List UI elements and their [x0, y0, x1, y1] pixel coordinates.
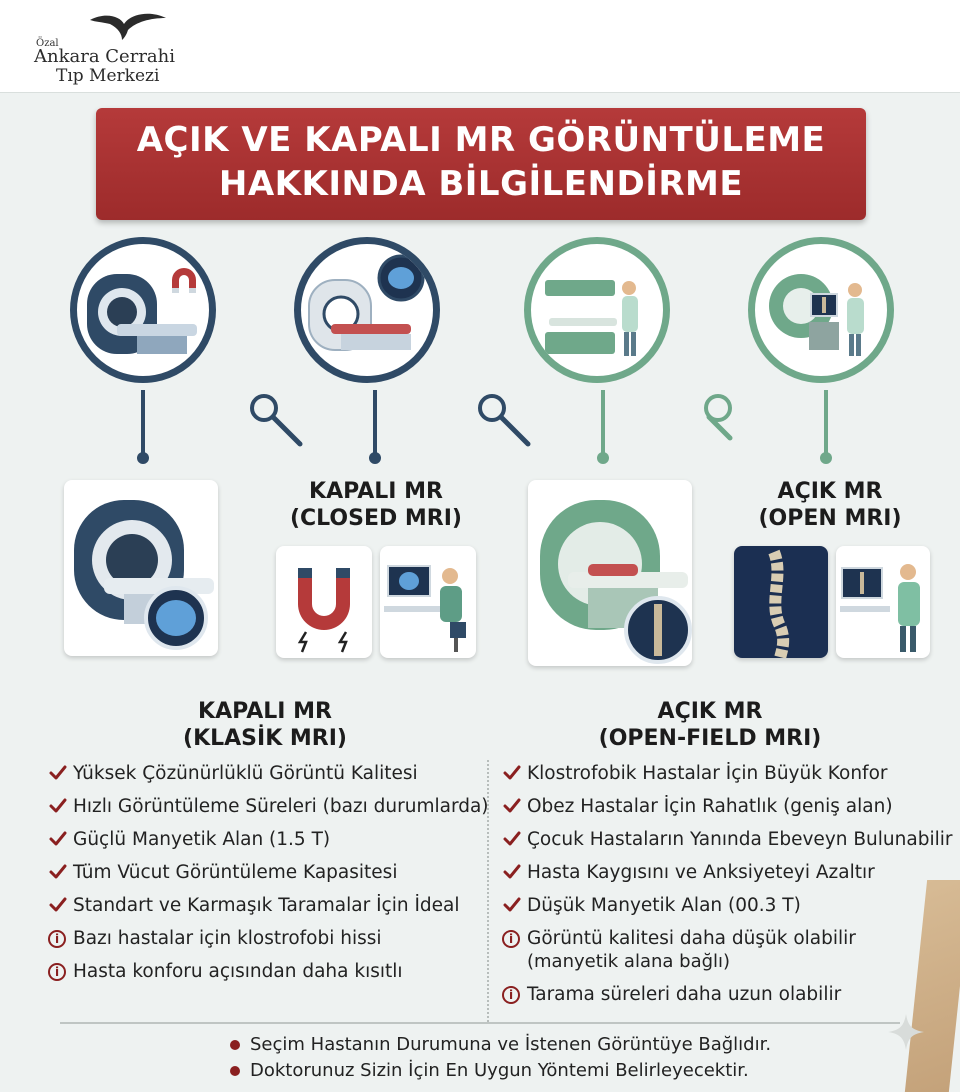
- closed-section-heading-line-1: KAPALI MR: [198, 699, 332, 724]
- feature-text: Tüm Vücut Görüntüleme Kapasitesi: [73, 862, 398, 883]
- feature-item: [502, 894, 952, 917]
- bird-logo-icon: [80, 10, 170, 40]
- feature-text: Güçlü Manyetik Alan (1.5 T): [73, 829, 331, 850]
- footer-note: [228, 1058, 771, 1084]
- doctor-workstation-icon: [380, 546, 476, 658]
- closed-mri-scanner-card: [64, 480, 218, 656]
- feature-text: Hasta konforu açısından daha kısıtlı: [73, 961, 403, 982]
- footer-note-text: Doktorunuz Sizin İçin En Uygun Yöntemi Belirleyecektir.: [250, 1060, 749, 1081]
- feature-text: Çocuk Hastaların Yanında Ebeveyn Bulunabilir: [527, 829, 953, 850]
- doctor-monitor-icon: [836, 546, 930, 658]
- feature-text: Düşük Manyetik Alan (00.3 T): [527, 895, 801, 916]
- checkmark-icon: [48, 829, 68, 849]
- closed-mri-label-line-1: KAPALI MR: [309, 479, 443, 504]
- column-divider: [487, 760, 489, 1022]
- info-circle-icon: i: [502, 986, 520, 1004]
- open-section-heading-line-1: AÇIK MR: [657, 699, 763, 724]
- closed-doctor-card: [380, 546, 476, 658]
- feature-item: [502, 861, 952, 884]
- feature-text: Obez Hastalar İçin Rahatlık (geniş alan): [527, 796, 893, 817]
- logo-line-2: Tıp Merkezi: [56, 66, 160, 86]
- title-line-1: AÇIK VE KAPALI MR GÖRÜNTÜLEME: [136, 120, 826, 160]
- feature-text: Tarama süreleri daha uzun olabilir: [527, 984, 842, 1005]
- feature-text: Yüksek Çözünürlüklü Görüntü Kalitesi: [73, 763, 418, 784]
- checkmark-icon: [502, 796, 522, 816]
- closed-mri-label-line-2: (CLOSED MRI): [289, 506, 462, 531]
- info-circle-icon: i: [48, 963, 66, 981]
- checkmark-icon: [502, 895, 522, 915]
- closed-mri-brain-scan-icon: [301, 244, 433, 376]
- footer-divider: [60, 1022, 900, 1024]
- feature-item: [502, 983, 952, 1006]
- clinic-logo[interactable]: [28, 10, 198, 84]
- open-mri-scanner-card: [528, 480, 692, 666]
- feature-item: [48, 960, 489, 983]
- open-mri-doctor-icon: [531, 244, 663, 376]
- feature-item: [48, 894, 489, 917]
- open-mri-circle-1: [524, 237, 670, 383]
- bullet-dot-icon: [230, 1066, 240, 1076]
- feature-item: [48, 795, 489, 818]
- feature-item: [502, 828, 952, 851]
- feature-text: Hasta Kaygısını ve Anksiyeteyi Azaltır: [527, 862, 875, 883]
- open-mri-label-line-2: (OPEN MRI): [758, 506, 902, 531]
- closed-mri-scanner-icon: [77, 244, 209, 376]
- header-bar: [0, 0, 960, 93]
- open-features-list: [502, 762, 952, 1016]
- title-line-2: HAKKINDA BİLGİLENDİRME: [218, 164, 744, 204]
- feature-item: [502, 762, 952, 785]
- title-banner: [96, 108, 866, 220]
- closed-mri-label: [276, 478, 476, 532]
- footer-notes: [228, 1032, 771, 1084]
- closed-features-list: [48, 762, 489, 993]
- closed-section-heading: [160, 698, 370, 752]
- footer-note-text: Seçim Hastanın Durumuna ve İstenen Görüntüye Bağlıdır.: [250, 1034, 772, 1055]
- feature-subtext: (manyetik alana bağlı): [527, 951, 731, 972]
- checkmark-icon: [48, 862, 68, 882]
- closed-section-heading-line-2: (KLASİK MRI): [183, 726, 347, 751]
- info-circle-icon: i: [502, 930, 520, 948]
- checkmark-icon: [48, 763, 68, 783]
- open-spine-card: [734, 546, 828, 658]
- closed-magnet-card: [276, 546, 372, 658]
- closed-mri-circle-2: [294, 237, 440, 383]
- open-mri-patient-icon: [528, 480, 692, 666]
- feature-text: Standart ve Karmaşık Taramalar İçin İdeal: [73, 895, 460, 916]
- logo-line-1: Ankara Cerrahi: [34, 46, 176, 67]
- footer-note: [228, 1032, 771, 1058]
- open-mri-circle-2: [748, 237, 894, 383]
- logo-small-text: Özal: [36, 38, 59, 49]
- closed-mri-patient-icon: [64, 480, 218, 656]
- feature-item: [48, 828, 489, 851]
- magnet-icon: [276, 546, 372, 658]
- checkmark-icon: [502, 829, 522, 849]
- sparkle-icon: [886, 1012, 926, 1052]
- spine-xray-icon: [734, 546, 828, 658]
- closed-mri-circle-1: [70, 237, 216, 383]
- open-section-heading-line-2: (OPEN-FIELD MRI): [598, 726, 822, 751]
- feature-text: Klostrofobik Hastalar İçin Büyük Konfor: [527, 763, 888, 784]
- open-mri-label: [730, 478, 930, 532]
- feature-item: [502, 795, 952, 818]
- info-circle-icon: i: [48, 930, 66, 948]
- feature-text: Görüntü kalitesi daha düşük olabilir: [527, 928, 856, 949]
- checkmark-icon: [48, 796, 68, 816]
- feature-item: [502, 927, 952, 973]
- checkmark-icon: [502, 862, 522, 882]
- bullet-dot-icon: [230, 1040, 240, 1050]
- feature-item: [48, 762, 489, 785]
- open-doctor-card: [836, 546, 930, 658]
- open-section-heading: [580, 698, 840, 752]
- feature-text: Bazı hastalar için klostrofobi hissi: [73, 928, 382, 949]
- open-mri-spine-monitor-icon: [755, 244, 887, 376]
- feature-text: Hızlı Görüntüleme Süreleri (bazı durumlarda): [73, 796, 489, 817]
- open-mri-label-line-1: AÇIK MR: [777, 479, 883, 504]
- feature-item: [48, 927, 489, 950]
- checkmark-icon: [48, 895, 68, 915]
- feature-item: [48, 861, 489, 884]
- checkmark-icon: [502, 763, 522, 783]
